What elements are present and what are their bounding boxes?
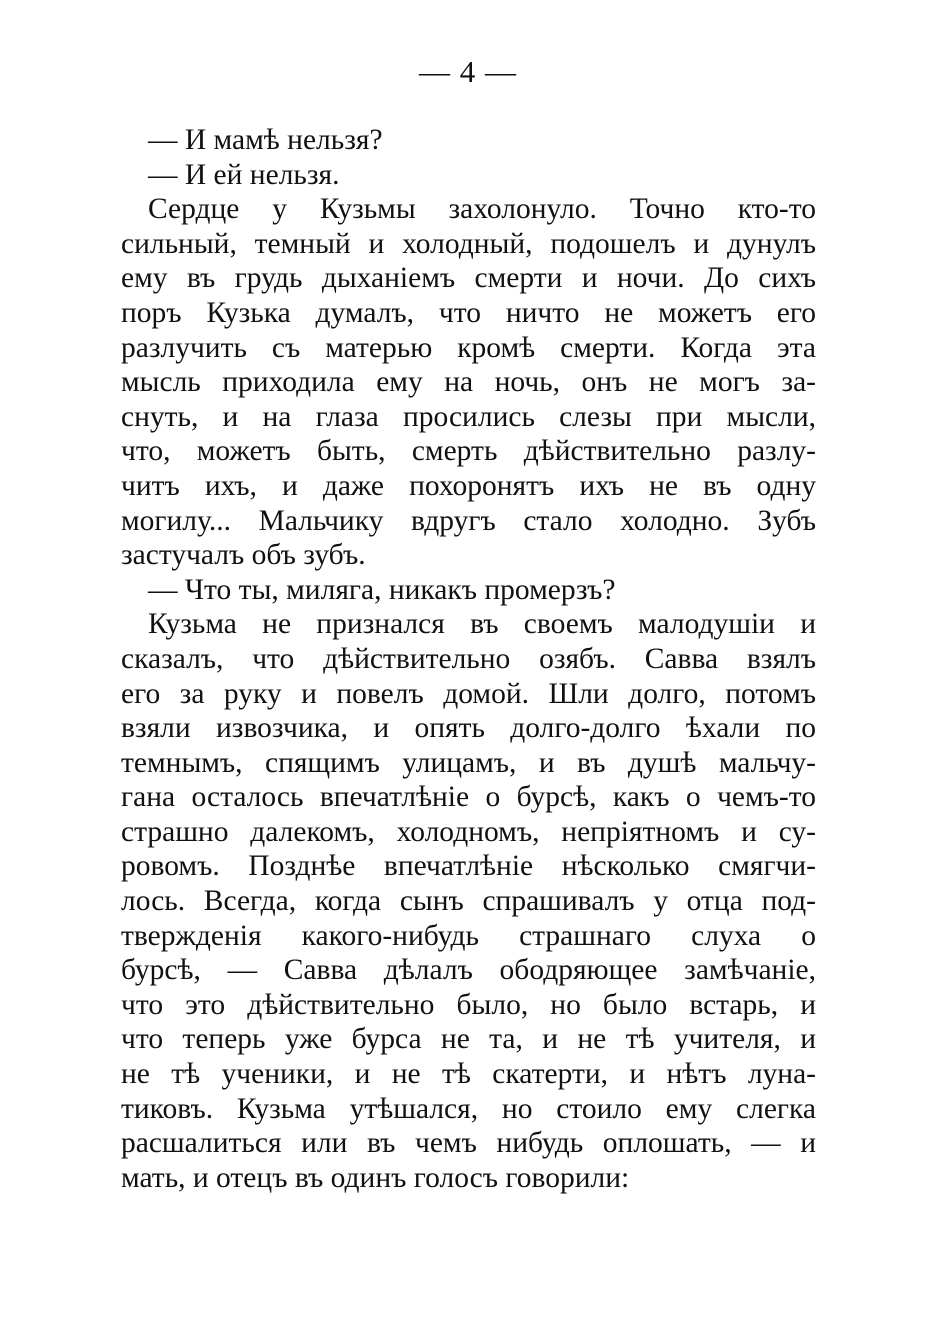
text-line: Кузьма не признался въ своемъ малодушіи и xyxy=(148,608,816,641)
text-line: ровомъ. Позднѣе впечатлѣніе нѣсколько смягчи- xyxy=(121,850,816,883)
text-line: не тѣ ученики, и не тѣ скатерти, и нѣтъ луна- xyxy=(121,1058,816,1091)
body-text xyxy=(121,123,816,1195)
text-line: что это дѣйствительно было, но было встарь, и xyxy=(121,988,816,1021)
text-line: сказалъ, что дѣйствительно озябъ. Савва взялъ xyxy=(121,642,816,675)
text-line: мысль приходила ему на ночь, онъ не могъ за- xyxy=(121,366,816,399)
text-line: мать, и отецъ въ одинъ голосъ говорили: xyxy=(121,1161,630,1194)
text-line: темнымъ, спящимъ улицамъ, и въ душѣ мальчу- xyxy=(121,746,816,779)
text-line: могилу... Мальчику вдругъ стало холодно. Зубъ xyxy=(121,504,816,537)
text-line: взяли извозчика, и опять долго-долго ѣхали по xyxy=(121,712,816,745)
text-line: снуть, и на глаза просились слезы при мысли, xyxy=(121,400,816,433)
text-line: твержденія какого-нибудь страшнаго слуха о xyxy=(121,919,816,952)
text-line: читъ ихъ, и даже похоронятъ ихъ не въ одну xyxy=(121,469,816,502)
text-line: поръ Кузька думалъ, что ничто не можетъ его xyxy=(121,296,816,329)
text-line: ему въ грудь дыханіемъ смерти и ночи. До сихъ xyxy=(121,262,816,295)
text-line: сильный, темный и холодный, подошелъ и дунулъ xyxy=(121,227,816,260)
text-line: его за руку и повелъ домой. Шли долго, потомъ xyxy=(121,677,816,710)
text-line: — И ей нельзя. xyxy=(148,158,340,191)
text-line: что теперь уже бурса не та, и не тѣ учителя, и xyxy=(121,1023,816,1056)
text-line: — Что ты, миляга, никакъ промерзъ? xyxy=(148,573,616,606)
text-line: лось. Всегда, когда сынъ спрашивалъ у отца под- xyxy=(121,885,816,918)
text-line: разлучить съ матерью кромѣ смерти. Когда эта xyxy=(121,331,816,364)
text-line: гана осталось впечатлѣніе о бурсѣ, какъ о чемъ-то xyxy=(121,781,816,814)
text-line: страшно далекомъ, холодномъ, непріятномъ и су- xyxy=(121,815,816,848)
page-number: — 4 — xyxy=(419,54,517,89)
text-line: тиковъ. Кузьма утѣшался, но стоило ему слегка xyxy=(121,1092,816,1125)
text-line: расшалиться или въ чемъ нибудь оплошать, — и xyxy=(121,1127,816,1160)
text-line: Сердце у Кузьмы захолонуло. Точно кто-то xyxy=(148,193,816,226)
text-line: — И мамѣ нельзя? xyxy=(148,124,383,156)
text-line: что, можетъ быть, смерть дѣйствительно разлу- xyxy=(121,435,816,468)
text-line: застучалъ объ зубъ. xyxy=(121,539,366,572)
text-line: бурсѣ, — Савва дѣлалъ ободряющее замѣчаніе, xyxy=(121,954,816,987)
